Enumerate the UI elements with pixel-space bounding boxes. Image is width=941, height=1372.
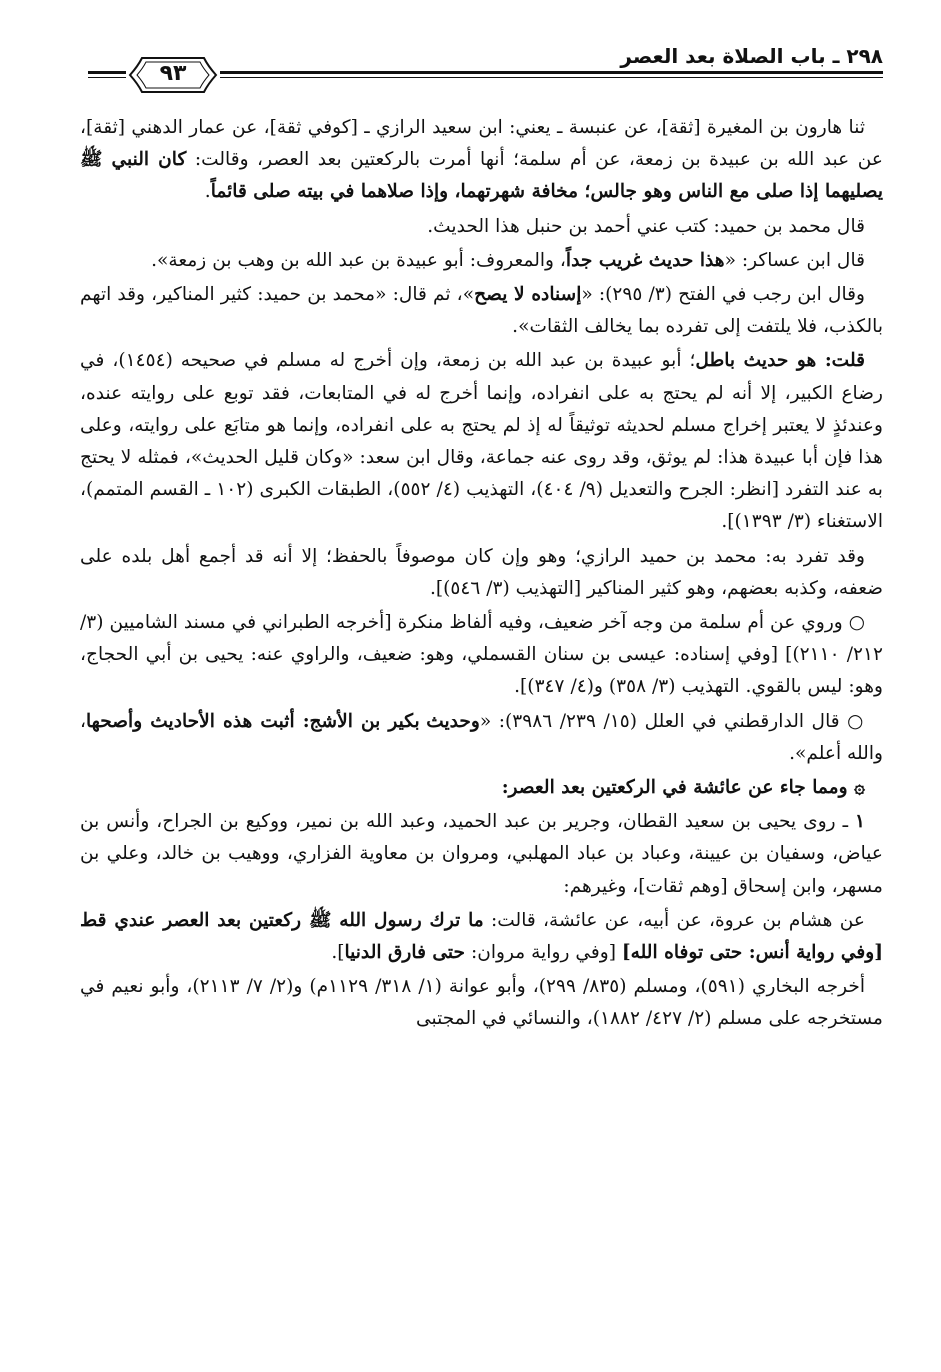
- document-body: [80, 112, 883, 1036]
- text-run: [وفي رواية مروان:: [465, 942, 622, 964]
- text-run: ثنا هارون بن المغيرة [ثقة]، عن عنبسة ـ يعني: ابن سعيد الرازي ـ [كوفي ثقة]، عن عمار الدهني [ثقة]، عن عبد الله بن عبيدة بن زمعة، عن أم سلمة؛ أنها أمرت بالركعتين بعد العصر، وقالت:: [80, 117, 883, 171]
- page-header: [88, 38, 883, 98]
- text-run: .: [204, 181, 211, 203]
- text-run: »، ثم قال: «محمد بن حميد: كثير المناكير، وقد اتهم بالكذب، فلا يلتفت إلى تفرده بما يخالف الثقات».: [80, 284, 883, 338]
- header-rule-thin: [220, 77, 883, 78]
- text-run: ].: [331, 942, 345, 964]
- text-run: ، والله أعلم».: [80, 710, 883, 764]
- bold-text: ١: [855, 811, 865, 833]
- bold-text: قلت: هو حديث باطل: [695, 350, 865, 372]
- paragraph: [80, 279, 883, 343]
- bold-text: ما ترك رسول الله ﷺ ركعتين بعد العصر عندي قط [وفي رواية أنس: حتى توفاه الله]: [80, 909, 883, 964]
- bold-text: وحديث بكير بن الأشج: أثبت هذه الأحاديث وأصحها: [86, 710, 480, 732]
- paragraph: [80, 971, 883, 1035]
- header-rule-left-thin: [88, 77, 126, 78]
- paragraph: [80, 112, 883, 209]
- bold-text: هذا حديث غريب جداً: [565, 249, 725, 271]
- text-run: ؛ أبو عبيدة بن عبد الله بن زمعة، وإن أخرج له مسلم في صحيحه (١٤٥٤)، في رضاع الكبير، إلا أنه لم يحتج به على انفراده، وإنما أخرج له في المتابعات، فقد توبع على روايته عنده، وعندئذٍ لا يعتبر إخراج مسلم لحديثه توثيقاً له إذ لم يحتج به على انفراده، وإنما هو متابَع على روايته، وعلى هذا فإن أبا عبيدة هذا: لم يوثق، وقد روى عنه جماعة، وقال ابن سعد: «وكان قليل الحديث»، فمثله لا يحتج به عند التفرد [انظر: الجرح والتعديل (٩/ ٤٠٤)، التهذيب (٤/ ٥٥٢)، الطبقات الكبرى (١٠٢ ـ القسم المتمم)، الاستغناء (٣/ ١٣٩٣)].: [80, 350, 883, 533]
- running-title: ٢٩٨ ـ باب الصلاة بعد العصر: [620, 44, 883, 68]
- text-run: قال محمد بن حميد: كتب عني أحمد بن حنبل هذا الحديث.: [427, 215, 865, 237]
- text-run: وقال ابن رجب في الفتح (٣/ ٢٩٥): «: [581, 284, 865, 306]
- header-rule: [220, 71, 883, 74]
- text-run: ـ روى يحيى بن سعيد القطان، وجرير بن عبد الحميد، وعبد الله بن نمير، ووكيع بن الجراح، وأنس بن عياض، وسفيان بن عيينة، وعباد بن عباد المهلبي، ومروان بن معاوية الفزاري، ووهيب بن خالد، وعلي بن مسهر، وابن إسحاق [وهم ثقات]، وغيرهم:: [80, 811, 883, 897]
- text-run: وقد تفرد به: محمد بن حميد الرازي؛ وهو وإن كان موصوفاً بالحفظ؛ إلا أنه قد أجمع أهل بلده على ضعفه، وكذبه بعضهم، وهو كثير المناكير [التهذيب (٣/ ٥٤٦)].: [80, 545, 883, 599]
- bold-text: حتى فارق الدنيا: [344, 942, 466, 964]
- header-rule-left: [88, 71, 126, 74]
- paragraph: [80, 541, 883, 605]
- text-run: قال ابن عساكر: «: [724, 249, 865, 271]
- text-run: عن هشام بن عروة، عن أبيه، عن عائشة، قالت:: [483, 909, 865, 931]
- text-run: ○ وروي عن أم سلمة من وجه آخر ضعيف، وفيه ألفاظ منكرة [أخرجه الطبراني في مسند الشاميين (٣/ ٢١٢/ ٢١١٠)] [وفي إسناده: عيسى بن سنان القسملي، وهو: ضعيف، والراوي عنه: يحيى بن أبي الحجاج، وهو: ليس بالقوي. التهذيب (٣/ ٣٥٨) و(٤/ ٣٤٧)].: [80, 612, 883, 698]
- page-number: ٩٣: [159, 61, 187, 86]
- page-number-frame: [128, 54, 218, 96]
- paragraph: [80, 806, 883, 903]
- paragraph: [80, 706, 883, 770]
- bold-text: ۞ ومما جاء عن عائشة في الركعتين بعد العصر:: [501, 777, 865, 799]
- paragraph: [80, 245, 883, 277]
- text-run: ، والمعروف: أبو عبيدة بن عبد الله بن وهب بن زمعة».: [151, 249, 566, 271]
- section-heading: [80, 772, 883, 804]
- paragraph: [80, 607, 883, 704]
- text-run: أخرجه البخاري (٥٩١)، ومسلم (٨٣٥/ ٢٩٩)، وأبو عوانة (١/ ٣١٨/ ١١٢٩م) و(٢/ ٧/ ٢١١٣)، وأبو نعيم في مستخرجه على مسلم (٢/ ٤٢٧/ ١٨٨٢)، والنسائي في المجتبى: [80, 976, 883, 1030]
- text-run: ○ قال الدارقطني في العلل (١٥/ ٢٣٩/ ٣٩٨٦): «: [479, 710, 865, 732]
- bold-text: كان النبي ﷺ يصليهما إذا صلى مع الناس وهو جالس؛ مخافة شهرتهما، وإذا صلاهما في بيته صلى قائماً: [80, 149, 883, 203]
- bold-text: إسناده لا يصح: [474, 284, 582, 306]
- paragraph: [80, 905, 883, 969]
- paragraph: [80, 211, 883, 243]
- paragraph: [80, 345, 883, 538]
